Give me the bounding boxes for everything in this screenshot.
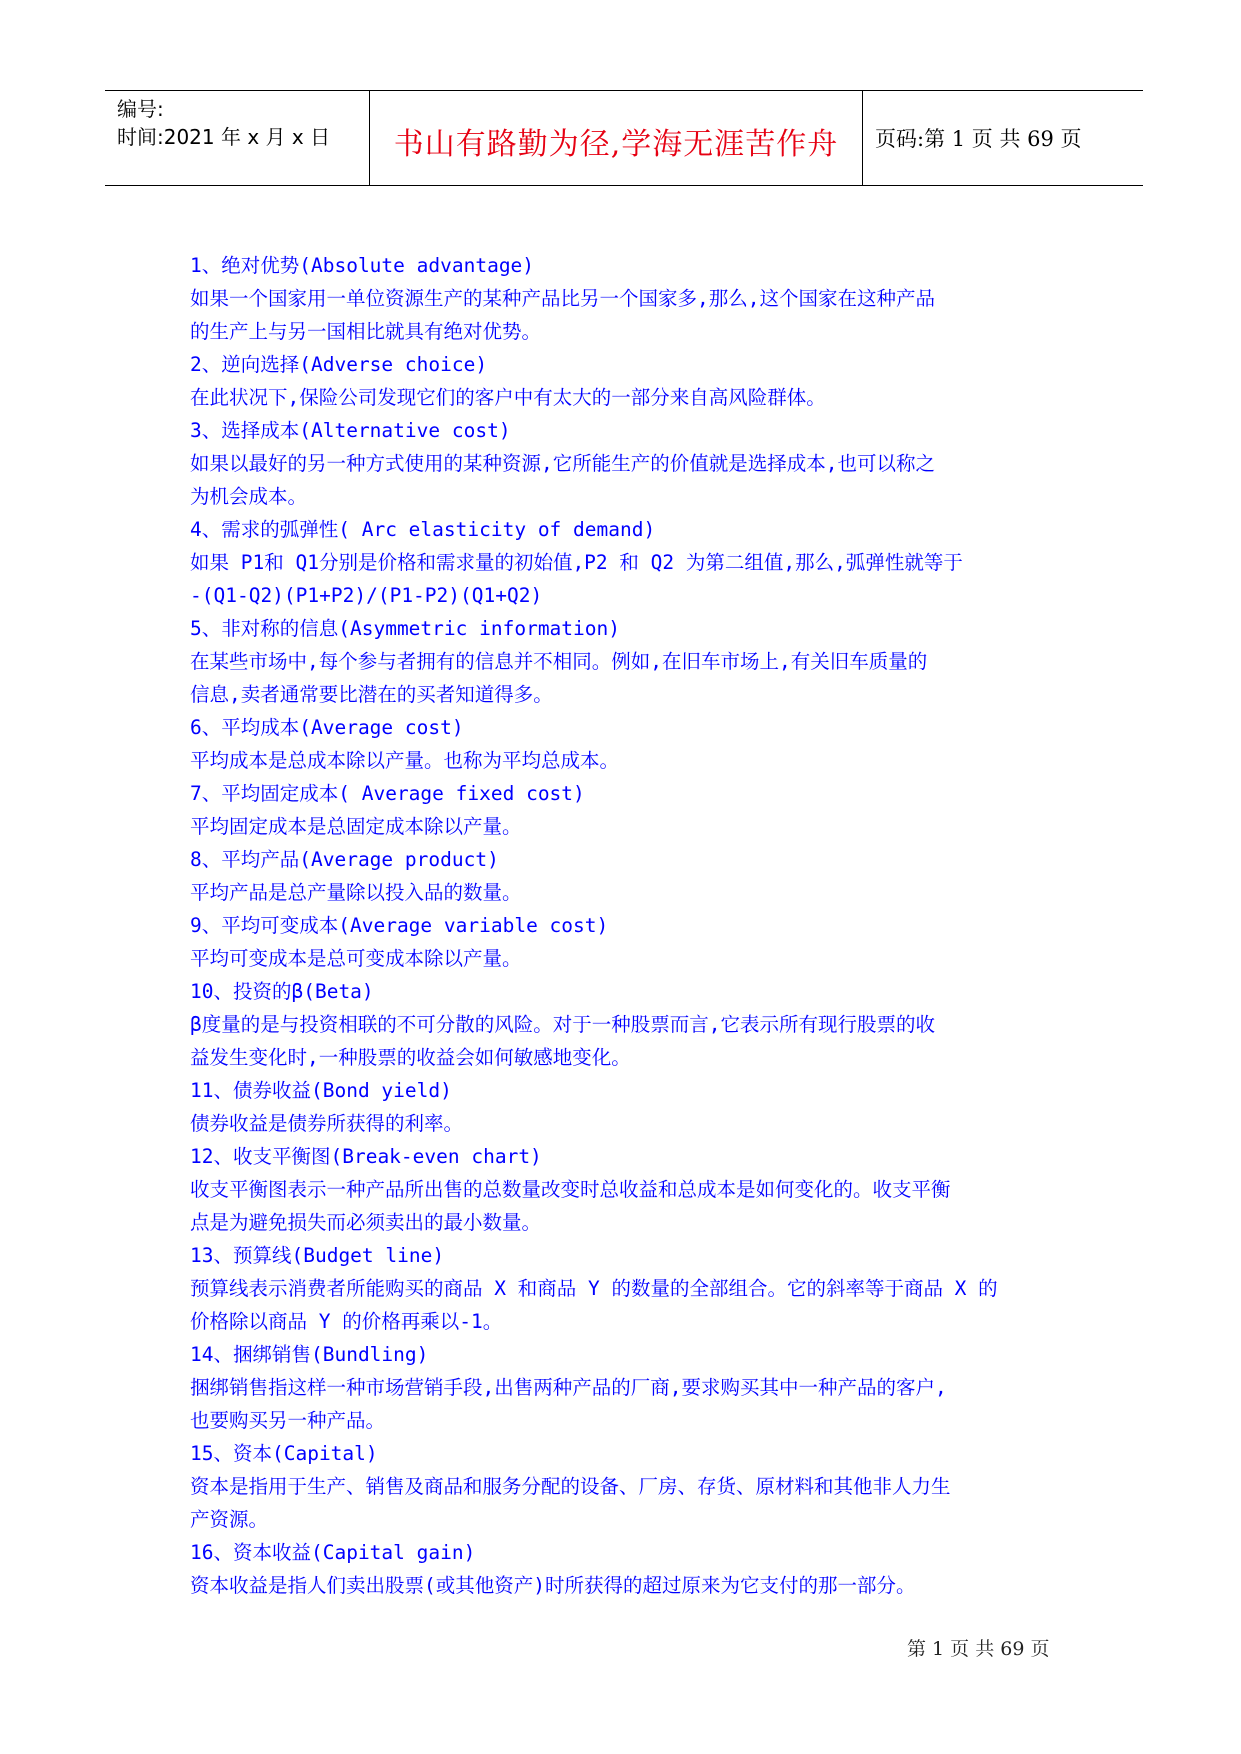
- time-label: 时间:2021 年 x 月 x 日: [117, 125, 331, 149]
- glossary-line: 16、资本收益(Capital gain): [190, 1541, 476, 1564]
- header-divider: [369, 91, 370, 185]
- glossary-body: [190, 249, 1090, 1602]
- glossary-line: 5、非对称的信息(Asymmetric information): [190, 617, 620, 640]
- glossary-line: 8、平均产品(Average product): [190, 848, 499, 871]
- glossary-line: 3、选择成本(Alternative cost): [190, 419, 511, 442]
- glossary-line: 收支平衡图表示一种产品所出售的总数量改变时总收益和总成本是如何变化的。收支平衡: [190, 1178, 951, 1201]
- glossary-line: 债券收益是债券所获得的利率。: [190, 1112, 464, 1135]
- glossary-line: 平均可变成本是总可变成本除以产量。: [190, 947, 522, 970]
- number-label: 编号:: [117, 97, 164, 121]
- glossary-line: β度量的是与投资相联的不可分散的风险。对于一种股票而言,它表示所有现行股票的收: [190, 1013, 935, 1036]
- glossary-line: 信息,卖者通常要比潜在的买者知道得多。: [190, 683, 553, 706]
- page-header: [105, 90, 1143, 186]
- glossary-line: 如果一个国家用一单位资源生产的某种产品比另一个国家多,那么,这个国家在这种产品: [190, 287, 935, 310]
- glossary-line: 10、投资的β(Beta): [190, 980, 374, 1003]
- glossary-line: 也要购买另一种产品。: [190, 1409, 386, 1432]
- glossary-line: 价格除以商品 Y 的价格再乘以-1。: [190, 1310, 503, 1333]
- page-footer: 第 1 页 共 69 页: [907, 1638, 1050, 1660]
- glossary-line: 在此状况下,保险公司发现它们的客户中有太大的一部分来自高风险群体。: [190, 386, 826, 409]
- glossary-line: 益发生变化时,一种股票的收益会如何敏感地变化。: [190, 1046, 631, 1069]
- glossary-line: 预算线表示消费者所能购买的商品 X 和商品 Y 的数量的全部组合。它的斜率等于商品 X 的: [190, 1277, 998, 1300]
- glossary-line: 15、资本(Capital): [190, 1442, 378, 1465]
- glossary-line: 资本是指用于生产、销售及商品和服务分配的设备、厂房、存货、原材料和其他非人力生: [190, 1475, 951, 1498]
- glossary-line: 为机会成本。: [190, 485, 308, 508]
- glossary-line: 的生产上与另一国相比就具有绝对优势。: [190, 320, 542, 343]
- header-motto: 书山有路勤为径,学海无涯苦作舟: [393, 127, 839, 162]
- header-divider: [862, 91, 863, 185]
- glossary-line: 资本收益是指人们卖出股票(或其他资产)时所获得的超过原来为它支付的那一部分。: [190, 1574, 916, 1597]
- glossary-line: 捆绑销售指这样一种市场营销手段,出售两种产品的厂商,要求购买其中一种产品的客户,: [190, 1376, 947, 1399]
- glossary-line: 13、预算线(Budget line): [190, 1244, 445, 1267]
- glossary-line: 7、平均固定成本( Average fixed cost): [190, 782, 585, 805]
- glossary-line: 如果 P1和 Q1分别是价格和需求量的初始值,P2 和 Q2 为第二组值,那么,弧弹性就等于: [190, 551, 963, 574]
- glossary-line: 平均成本是总成本除以产量。也称为平均总成本。: [190, 749, 620, 772]
- glossary-line: 14、捆绑销售(Bundling): [190, 1343, 429, 1366]
- header-meta: [117, 95, 367, 151]
- page-number-label: 页码:第 1 页 共 69 页: [875, 127, 1082, 151]
- glossary-line: 1、绝对优势(Absolute advantage): [190, 254, 535, 277]
- glossary-line: 点是为避免损失而必须卖出的最小数量。: [190, 1211, 542, 1234]
- glossary-line: 如果以最好的另一种方式使用的某种资源,它所能生产的价值就是选择成本,也可以称之: [190, 452, 935, 475]
- glossary-line: 平均固定成本是总固定成本除以产量。: [190, 815, 522, 838]
- glossary-line: 12、收支平衡图(Break-even chart): [190, 1145, 542, 1168]
- glossary-line: 6、平均成本(Average cost): [190, 716, 464, 739]
- glossary-line: 产资源。: [190, 1508, 269, 1531]
- glossary-line: 4、需求的弧弹性( Arc elasticity of demand): [190, 518, 656, 541]
- glossary-line: 9、平均可变成本(Average variable cost): [190, 914, 609, 937]
- glossary-line: 11、债券收益(Bond yield): [190, 1079, 452, 1102]
- glossary-line: 2、逆向选择(Adverse choice): [190, 353, 488, 376]
- glossary-line: -(Q1-Q2)(P1+P2)/(P1-P2)(Q1+Q2): [190, 584, 543, 607]
- glossary-line: 平均产品是总产量除以投入品的数量。: [190, 881, 522, 904]
- glossary-line: 在某些市场中,每个参与者拥有的信息并不相同。例如,在旧车市场上,有关旧车质量的: [190, 650, 928, 673]
